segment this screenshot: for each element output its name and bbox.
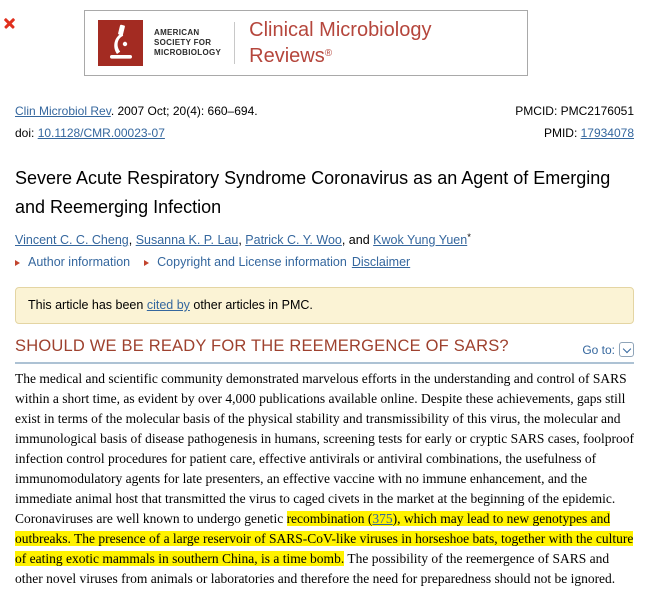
goto-widget[interactable] (582, 342, 634, 357)
reference-link[interactable]: 375 (372, 511, 393, 526)
author-list (15, 230, 634, 248)
registered-mark: ® (324, 48, 333, 59)
close-icon[interactable] (3, 16, 16, 29)
author-link[interactable]: Patrick C. Y. Woo (245, 233, 342, 247)
pmid-label: PMID: (543, 126, 581, 140)
goto-chevron-down-icon[interactable] (619, 342, 634, 357)
journal-abbrev-link[interactable]: Clin Microbiol Rev (15, 104, 111, 118)
author-link[interactable]: Kwok Yung Yuen (373, 233, 468, 247)
highlighted-segment: ), which may lead to new genotypes and outbreaks. The presence of a large reservoir of SARS-CoV-like viruses in horseshoe bats, together with the culture of eating exotic mammals in southern China, is a time bomb. (15, 511, 634, 566)
body-text-segment: The medical and scientific community demonstrated marvelous efforts in the understanding and control of SARS within a short time, as evident by over 4,000 publications available online. Despite these achievements, gaps still exist in terms of the molecular basis of the physical stability and transmissibility of this virus, the molecular and immunological basis of disease pathogenesis in humans, screening tests for early or cryptic SARS cases, foolproof infection control procedures for patient care, effective antivirals or antiviral combinations, the usefulness of immunomodulatory agents for late presenters, an effective vaccine with no immune enhancement, and the immediate animal host that transmitted the virus to caged civets in the market at the beginning of the epidemic. Coronaviruses are well known to undergo genetic (15, 371, 634, 526)
pmcid: PMCID: PMC2176051 (515, 104, 634, 118)
asm-logo (98, 20, 143, 66)
section-heading: SHOULD WE BE READY FOR THE REEMERGENCE OF SARS? (15, 337, 509, 355)
article-title-line1: Severe Acute Respiratory Syndrome Coronavirus as an Agent of Emerging (15, 168, 611, 188)
copyright-license-link[interactable]: Copyright and License information (157, 255, 347, 269)
author-link[interactable]: Vincent C. C. Cheng (15, 233, 129, 247)
section-paragraph (15, 369, 634, 589)
asm-org-line: AMERICAN (154, 28, 200, 37)
disclaimer-link[interactable]: Disclaimer (351, 255, 411, 269)
citation-left (15, 100, 258, 122)
highlighted-segment: recombination ( (286, 511, 373, 526)
journal-title-line1: Clinical Microbiology (249, 19, 432, 41)
asm-org-name (154, 28, 221, 58)
author-separator: , (238, 233, 246, 247)
body-text-segment: The possibility of the reemergence of SARS and other novel viruses from animals or laboratories and therefore the need for preparedness should not be ignored. (15, 551, 616, 586)
pmid (544, 122, 634, 144)
notice-text: other articles in PMC. (189, 298, 313, 312)
section-heading-row (15, 336, 634, 364)
corresponding-author-mark: * (467, 232, 471, 243)
cited-by-link[interactable]: cited by (146, 298, 190, 312)
doi-link[interactable]: 10.1128/CMR.00023-07 (37, 126, 165, 140)
doi-label: doi: (15, 126, 38, 140)
citation-block (15, 100, 634, 144)
author-information-link[interactable]: Author information (28, 255, 131, 269)
author-separator: , (128, 233, 136, 247)
article-title (15, 164, 634, 222)
notice-text: This article has been (28, 298, 147, 312)
goto-label: Go to: (582, 342, 615, 357)
citation-issue: . 2007 Oct; 20(4): 660–694. (110, 104, 258, 118)
expand-arrow-icon[interactable] (144, 260, 149, 266)
author-link[interactable]: Susanna K. P. Lau (135, 233, 239, 247)
article-info-bar (15, 254, 634, 271)
masthead-divider (234, 22, 235, 64)
citation-row-2 (15, 122, 634, 144)
journal-title (249, 18, 431, 68)
doi (15, 122, 165, 144)
article-title-line2: and Reemerging Infection (15, 197, 222, 217)
pmid-link[interactable]: 17934078 (580, 126, 634, 140)
journal-masthead (84, 10, 528, 76)
microscope-icon (106, 24, 136, 62)
expand-arrow-icon[interactable] (15, 260, 20, 266)
cited-by-notice (15, 287, 634, 324)
journal-title-line2: Reviews (249, 45, 325, 67)
asm-org-line: MICROBIOLOGY (154, 48, 222, 57)
asm-org-line: SOCIETY FOR (154, 38, 212, 47)
author-separator: , and (341, 233, 374, 247)
citation-row-1 (15, 100, 634, 122)
